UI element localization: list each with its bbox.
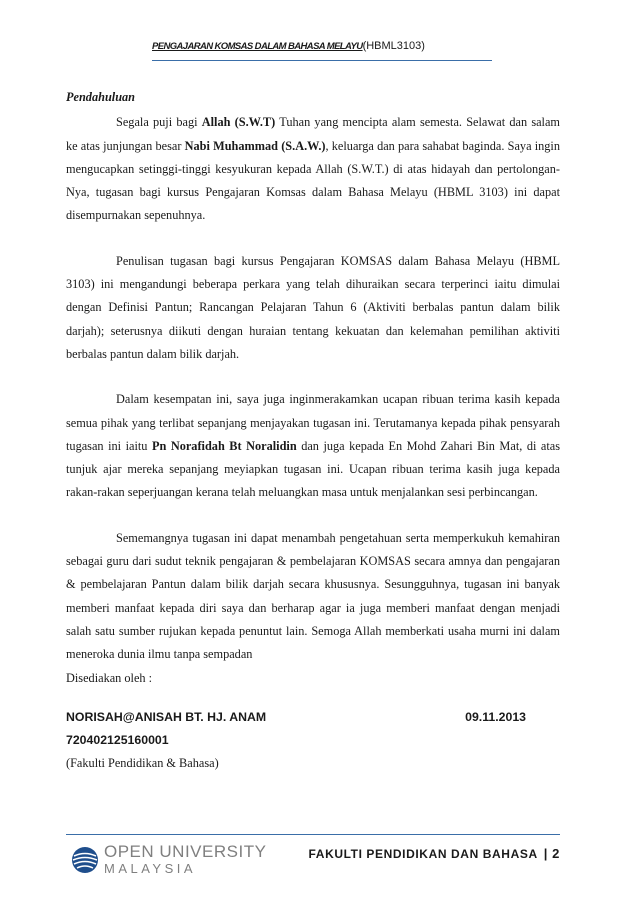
running-header <box>152 40 492 61</box>
globe-icon <box>70 845 100 875</box>
prepared-by-label: Disediakan oleh : <box>66 670 153 685</box>
university-logo <box>70 843 266 876</box>
section-heading: Pendahuluan <box>66 90 136 104</box>
author-name: NORISAH@ANISAH BT. HJ. ANAM <box>66 709 267 724</box>
bold-text: Nabi Muhammad (S.A.W.) <box>184 138 326 153</box>
header-course-code: (HBML3103) <box>362 40 425 52</box>
document-body <box>66 86 560 776</box>
text-run: Tuhan yang mencipta alam semesta. Selawat dan salam ke atas junjungan besar <box>66 115 560 153</box>
paragraph-3 <box>66 388 560 504</box>
text-run: , keluarga dan para sahabat baginda. Saya ingin mengucapkan setinggi-tinggi kesyukuran kepada Allah (S.W.T.) di atas hidayah dan pertolongan-Nya, tugasan bagi kursus Pengajaran Komsas dalam Bahasa Melayu (HBML 3103) ini dapat disempurnakan sepenuhnya. <box>66 138 560 223</box>
paragraph-1 <box>66 111 560 227</box>
text-run: dan juga kepada En Mohd Zahari Bin Mat, di atas tunjuk ajar mereka sepanjang meyiapkan tugasan ini. Ucapan ribuan terima kasih juga kepada rakan-rakan seperjuangan kerana telah meluangkan masa untuk menjalankan sesi perbincangan. <box>66 438 561 500</box>
author-faculty: (Fakulti Pendidikan & Bahasa) <box>66 756 219 771</box>
signature-block <box>66 706 560 753</box>
text-run: Segala puji bagi <box>116 115 202 130</box>
paragraph-4: Sememangnya tugasan ini dapat menambah pengetahuan serta memperkukuh kemahiran sebagai guru dari sudut teknik pengajaran & pembelajaran KOMSAS secara amnya dan pengajaran & pembelajaran Pantun dalam bilik darjah secara khususnya. Sesungguhnya, tugasan ini banyak memberi manfaat kepada diri saya dan berharap agar ia juga memberi manfaat dengan menjadi salah satu sumber rujukan kepada penuntut lain. Semoga Allah memberkati usaha murni ini dalam meneroka dunia ilmu tanpa sempadan <box>66 530 560 662</box>
footer-label <box>309 846 560 861</box>
signature-date: 09.11.2013 <box>465 709 526 724</box>
paragraph-2: Penulisan tugasan bagi kursus Pengajaran KOMSAS dalam Bahasa Melayu (HBML 3103) ini mengandungi beberapa perkara yang telah dihuraikan secara terperinci iaitu dimulai dengan Definisi Pantun; Rancangan Pelajaran Tahun 6 (Aktiviti berbalas pantun dalam bilik darjah); seterusnya diikuti dengan huraian tentang kekuatan dan kelemahan pemilihan aktiviti berbalas pantun dalam bilik darjah. <box>66 253 560 361</box>
bold-text: Pn Norafidah Bt Noralidin <box>151 438 297 453</box>
logo-text-line1: OPEN UNIVERSITY <box>104 842 267 861</box>
logo-text-line2: MALAYSIA <box>104 861 197 876</box>
author-id: 720402125160001 <box>66 733 169 748</box>
bold-text: Allah (S.W.T) <box>201 115 276 130</box>
text-run: Dalam kesempatan ini, saya juga inginmerakamkan ucapan ribuan terima kasih kepada semua pihak yang terlibat sepanjang menjayakan tugasan ini. Terutamanya kepada pihak pensyarah tugasan ini iaitu <box>66 392 560 453</box>
page-number: | 2 <box>543 846 560 861</box>
footer-faculty: FAKULTI PENDIDIKAN DAN BAHASA <box>308 847 538 861</box>
header-title: PENGAJARAN KOMSAS DALAM BAHASA MELAYU <box>152 41 363 52</box>
footer-divider <box>66 834 560 835</box>
